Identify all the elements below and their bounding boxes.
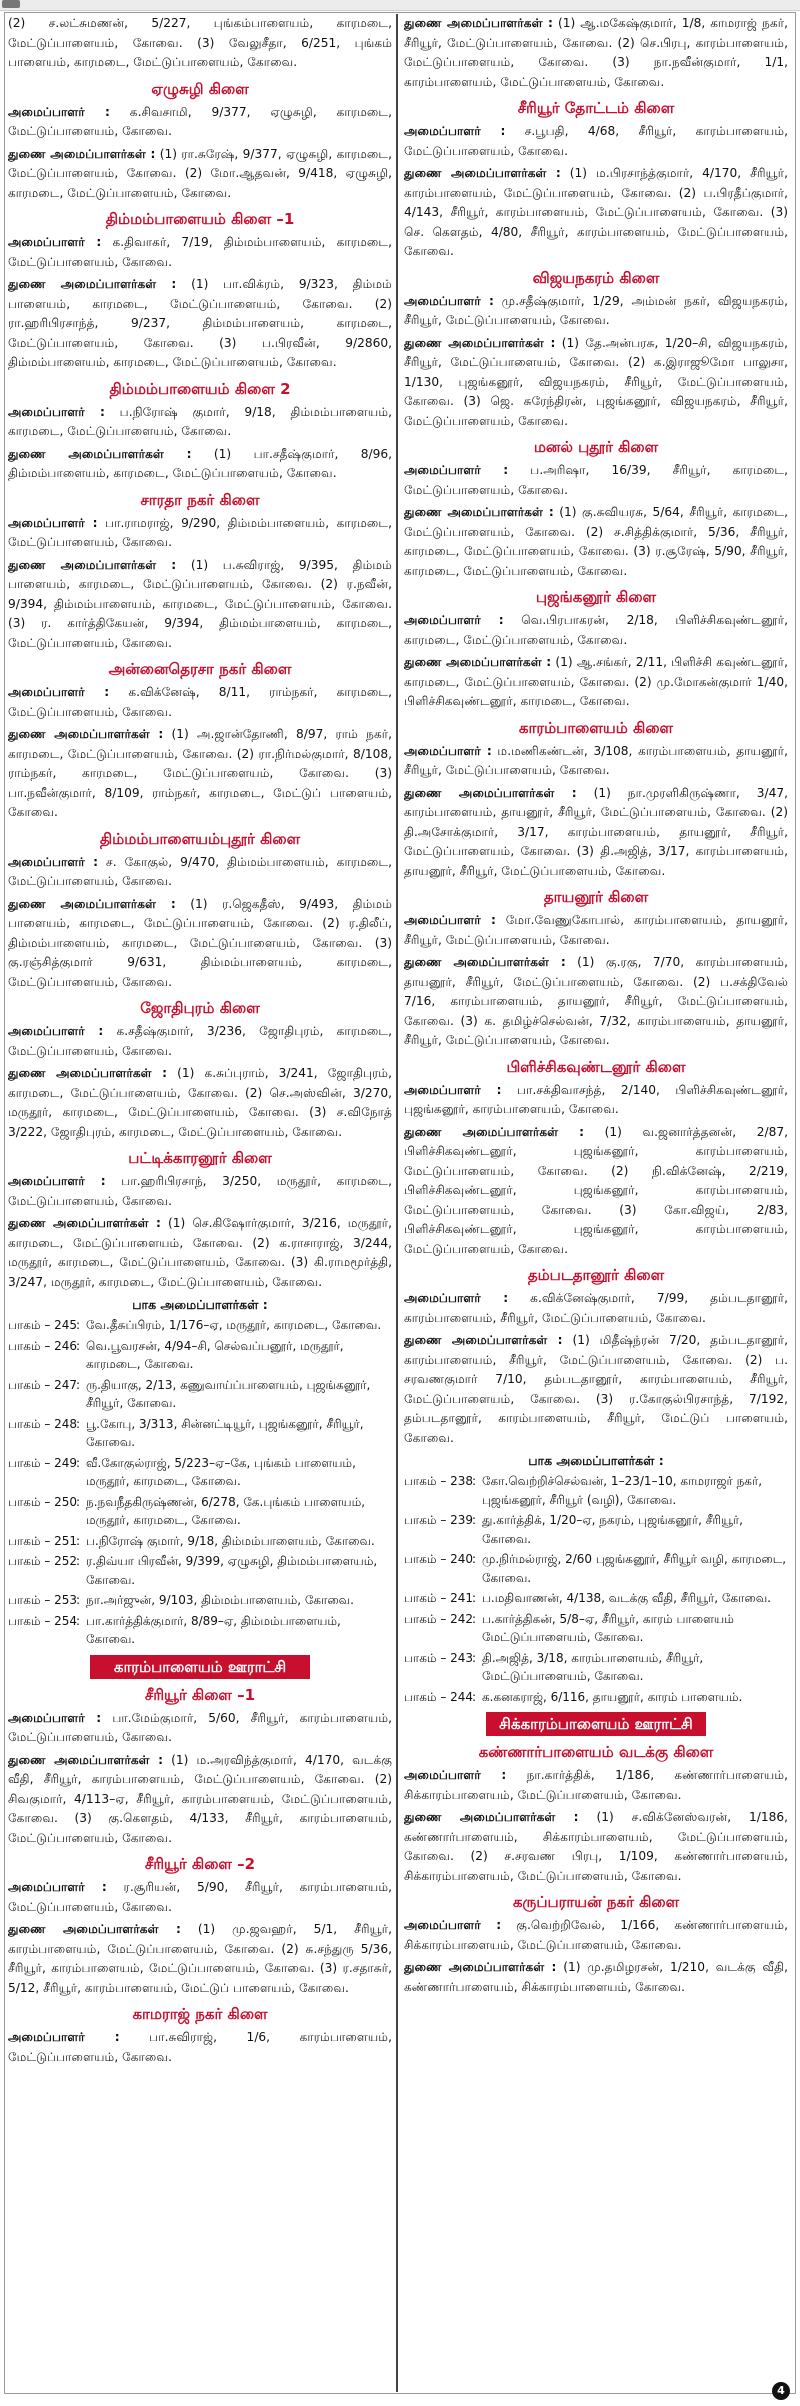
booth-number: பாகம் – 238: [404, 1474, 474, 1488]
deputy-entry: [404, 164, 788, 262]
branch-title: ஏழுசுழி கிளை: [151, 79, 249, 98]
booth-number: பாகம் – 241: [404, 1591, 474, 1605]
role-label: அமைப்பாளர் :: [8, 685, 110, 699]
booth-colon: :: [472, 1513, 477, 1527]
deputy-details: (1) ப.சுவிராஜ், 9/395, திம்மம் பாளையம், காரமடை, மேட்டுப்பாளையம், கோவை. (2) ர.நவீன், 9/394, திம்மம்பாளையம், காரமடை, மேட்டுப்பாளையம், கோவை. (3) ர. கார்த்திகேயன், 9/394, திம்மம்பாளையம், காரமடை, மேட்டுப்பாளையம், கோவை.: [8, 557, 392, 650]
secretary-details: ப.அரிஷா, 16/39, சீரியூர், காரமடை, மேட்டுப்பாளையம், கோவை.: [404, 463, 788, 497]
branch-title: திம்மம்பாளையம் கிளை –1: [105, 210, 295, 228]
role-label: துணை அமைப்பாளர்கள் :: [404, 16, 553, 30]
booth-details: பா.கார்த்திக்குமார், 8/89–ஏ, திம்மம்பாளையம், கோவை.: [86, 1613, 341, 1646]
secretary-entry: [8, 514, 392, 553]
role-label: துணை அமைப்பாளர்கள் :: [404, 335, 556, 350]
branch-title: சீரியூர் கிளை –2: [144, 1855, 256, 1873]
booth-colon: :: [76, 1593, 81, 1607]
branch-title: தம்படதானூர் கிளை: [527, 1266, 665, 1284]
branch-block: [404, 98, 788, 262]
booth-row: [404, 1511, 788, 1548]
branch-block: [404, 1742, 788, 1886]
secretary-details: ச.பூபதி, 4/68, சீரியூர், காரம்பாளையம், மேட்டுப்பாளையம், கோவை.: [404, 124, 788, 158]
booth-details: ப.கார்த்திகன், 5/8–ஏ, சீரியூர், காரம் பாளையம் மேட்டுப்பாளையம், கோவை.: [482, 1611, 734, 1644]
booth-colon: :: [76, 1455, 81, 1470]
intro-text: [404, 14, 788, 92]
secretary-details: ச. கோகுல், 9/470, திம்மம்பாளையம், காரமடை, மேட்டுப்பாளையம், கோவை.: [8, 854, 392, 888]
role-label: அமைப்பாளர் :: [404, 463, 509, 477]
role-label: துணை அமைப்பாளர்கள் :: [8, 896, 176, 911]
branch-block: [8, 209, 392, 373]
deputy-entry: [404, 1331, 788, 1448]
booth-number: பாகம் – 250: [8, 1494, 78, 1509]
role-label: துணை அமைப்பாளர்கள் :: [404, 1960, 557, 1974]
role-label: துணை அமைப்பாளர்கள் :: [8, 1216, 161, 1230]
secretary-entry: [404, 1081, 788, 1120]
role-label: துணை அமைப்பாளர்கள் :: [8, 1066, 167, 1080]
role-label: துணை அமைப்பாளர்கள் :: [404, 505, 554, 519]
secretary-entry: [404, 911, 788, 950]
role-label: அமைப்பாளர் :: [8, 1174, 106, 1188]
role-label: துணை அமைப்பாளர்கள் :: [8, 727, 164, 741]
booth-number: பாகம் – 244: [404, 1689, 474, 1704]
booth-row: [404, 1610, 788, 1647]
booth-details: ர.திவ்யா பிரவீன், 9/399, ஏழுசுழி, திம்மம்பாளையம், கோவை.: [86, 1554, 378, 1587]
branch-block: [404, 1265, 788, 1448]
booth-colon: :: [472, 1591, 477, 1605]
booth-number: பாகம் – 248: [8, 1416, 78, 1431]
branch-title: பட்டிக்காரனூர் கிளை: [128, 1149, 272, 1167]
booth-details: க.கனகராஜ், 6/116, தாயனூர், காரம் பாளையம்.: [482, 1689, 743, 1704]
branch-block: [404, 587, 788, 712]
secretary-entry: [404, 1916, 788, 1955]
deputy-details: (1) மு.ஜவஹர், 5/1, சீரியூர், காரம்பாளையம், மேட்டுப்பாளையம், கோவை. (2) சு.சந்துரு 5/36, சீரியூர், காரம்பாளையம், மேட்டுப்பாளையம், கோவை. (3) ர.சதாசுர், 5/12, சீரியூர், காரம்பாளையம், மேட்டுப் பாளையம், கோவை.: [8, 1922, 392, 1995]
role-label: அமைப்பாளர் :: [8, 104, 110, 119]
booth-colon: :: [472, 1552, 477, 1566]
branch-title: பிளிச்சிகவுண்டனூர் கிளை: [506, 1057, 686, 1076]
secretary-entry: [404, 1766, 788, 1805]
deputy-entry: [8, 275, 392, 373]
role-label: துணை அமைப்பாளர்கள் :: [8, 446, 192, 461]
role-label: அமைப்பாளர் :: [404, 1918, 502, 1932]
branch-block: [404, 887, 788, 1051]
council-banner: சிக்காரம்பாளையம் ஊராட்சி: [486, 1712, 706, 1736]
deputy-entry: [404, 953, 788, 1051]
role-label: அமைப்பாளர் :: [8, 1880, 107, 1894]
booth-number: பாகம் – 239: [404, 1513, 474, 1527]
secretary-entry: [8, 1172, 392, 1211]
branch-list: [8, 79, 392, 1293]
deputy-details: (1) கு.ரகு, 7/70, காரம்பாளையம், தாயனூர், சீரியூர், மேட்டுப்பாளையம், கோவை. (2) ப.சக்திவேல் 7/16, காரம்பாளையம், தாயனூர், சீரியூர், மேட்டுப்பாளையம், கோவை. (3) க. தமிழ்ச்செல்வன், 7/32, காரம்பாளையம், தாயனூர், சீரியூர், மேட்டுப்பாளையம், கோவை.: [404, 955, 788, 1047]
council-branch-list: [8, 1685, 392, 2068]
booth-details: வீ.கோகுல்ராஜ், 5/223–ஏ–கே, புங்கம் பாளையம், மருதூர், காரமடை, கோவை.: [86, 1455, 356, 1488]
masthead-logo: [2, 0, 20, 8]
booth-row: [8, 1552, 392, 1589]
branch-title: திம்மம்பாளையம்புதூர் கிளை: [99, 829, 301, 848]
booth-number: பாகம் – 253: [8, 1593, 78, 1607]
deputy-entry: [404, 1123, 788, 1260]
secretary-details: மோ.வேணுகோபால், காரம்பாளையம், தாயனூர், சீரியூர், மேட்டுப்பாளையம், கோவை.: [404, 913, 788, 947]
top-strip: [0, 0, 800, 11]
branch-title: சாரதா நகர் கிளை: [140, 490, 260, 509]
deputy-details: (1) ஆ.சங்கர், 2/11, பிளிச்சி கவுண்டனூர், காரமடை, மேட்டுப்பாளையம், கோவை. (2) மு.மோகன்குமார் 1/40, பிளிச்சிகவுண்டனூர், காரமடை, கோவை.: [404, 655, 788, 708]
branch-title: கண்ணார்பாளையம் வடக்கு கிளை: [478, 1743, 714, 1761]
deputy-details: (1) அ.ஜான்தோணி, 8/97, ராம் நகர், காரமடை, மேட்டுப்பாளையம், கோவை. (2) ரா.நிர்மல்குமார், 8/108, ராம்நகர், காரமடை, மேட்டுப்பாளையம், கோவை. (3) பா.நவீன்குமார், 8/109, ராம்நகர், காரமடை, மேட்டுப் பாளையம், கோவை.: [8, 727, 392, 819]
booth-row: [8, 1337, 392, 1374]
role-label: அமைப்பாளர் :: [404, 293, 494, 308]
deputy-details: (1) ம.அரவிந்த்குமார், 4/170, வடக்கு வீதி, சீரியூர், காரம்பாளையம், மேட்டுப்பாளையம், கோவை. (2) சிவகுமார், 4/113–ஏ, சீரியூர், காரம்பாளையம், மேட்டுப்பாளையம், கோவை. (3) கு.கௌதம், 4/133, சீரியூர், காரம்பாளையம், மேட்டுப்பாளையம், கோவை.: [8, 1752, 392, 1845]
booth-details: ரு.தியாகு, 2/13, கணுவாய்ப்பாளையம், புஜங்கனூர், சீரியூர், கோவை.: [86, 1377, 371, 1410]
booth-colon: :: [76, 1494, 81, 1509]
booth-number: பாகம் – 252: [8, 1554, 78, 1568]
branch-block: [404, 437, 788, 581]
right-column: [404, 14, 788, 2386]
secretary-entry: [8, 683, 392, 722]
branch-title: கருப்பராயன் நகர் கிளை: [512, 1893, 680, 1911]
branch-block: [404, 1057, 788, 1260]
secretary-entry: [404, 461, 788, 500]
booth-number: பாகம் – 242: [404, 1611, 474, 1626]
booth-details: ந.நவநீதகிருஷ்ணன், 6/278, கே.புங்கம் பாளையம், மருதூர், காரமடை, கோவை.: [86, 1494, 366, 1527]
secretary-details: ப.நிரோஷ் குமார், 9/18, திம்மம்பாளையம், காரமடை, மேட்டுப்பாளையம், கோவை.: [8, 404, 392, 438]
secretary-entry: [8, 233, 392, 272]
role-label: அமைப்பாளர் :: [404, 124, 506, 138]
branch-title: புஜங்கனூர் கிளை: [535, 588, 657, 606]
secretary-entry: [8, 2028, 392, 2067]
branch-block: [404, 1892, 788, 1997]
branch-block: [8, 829, 392, 993]
booth-colon: :: [472, 1650, 477, 1665]
deputy-entry: [8, 445, 392, 484]
deputy-entry: [8, 1064, 392, 1142]
booth-details: வே.தீசுப்பிரம், 1/176–ஏ, மருதூர், காரமடை, கோவை.: [86, 1318, 382, 1332]
booth-number: பாகம் – 247: [8, 1377, 78, 1392]
secretary-entry: [404, 611, 788, 650]
council-branch-list: [404, 1742, 788, 1997]
branch-title: விஜயநகரம் கிளை: [532, 268, 660, 287]
deputy-entry: [8, 1920, 392, 1998]
deputy-details: (1) ம.பிரசாந்த்குமார், 4/170, சீரியூர், காரம்பாளையம், மேட்டுப்பாளையம், கோவை. (2) ப.பிரதீப்குமார், 4/143, சீரியூர், காரம்பாளையம், மேட்டுப்பாளையம், கோவை. (3) செ. கௌதம், 4/80, சீரியூர், காரம்பாளையம், மேட்டுப்பாளையம், கோவை.: [404, 166, 788, 258]
booth-colon: :: [76, 1318, 81, 1332]
secretary-entry: [404, 742, 788, 781]
role-label: துணை அமைப்பாளர்கள் :: [404, 955, 566, 969]
deputy-details: (1) பா.விக்ரம், 9/323, திம்மம் பாளையம், காரமடை, மேட்டுப்பாளையம், கோவை. (2) ரா.ஹரிபிரசாந்த், 9/237, திம்மம்பாளையம், காரமடை, மேட்டுப்பாளையம், கோவை. (3) ப.பிரவீன், 9/2860, திம்மம்பாளையம், காரமடை, மேட்டுப்பாளையம், கோவை.: [8, 277, 392, 369]
booth-colon: :: [472, 1611, 477, 1626]
role-label: அமைப்பாளர் :: [404, 1768, 507, 1782]
booth-details: பூ.கோபு, 3/313, சின்னட்டியூர், புஜங்கனூர், சீரியூர், கோவை.: [86, 1416, 364, 1449]
secretary-details: க.சிவசாமி, 9/377, ஏழுசுழி, காரமடை, மேட்டுப்பாளையம், கோவை.: [8, 104, 392, 138]
role-label: அமைப்பாளர் :: [404, 613, 504, 627]
deputy-entry: [8, 145, 392, 204]
booth-colon: :: [472, 1689, 477, 1704]
role-label: துணை அமைப்பாளர்கள் :: [404, 1124, 584, 1139]
booth-colon: :: [76, 1533, 81, 1548]
role-label: துணை அமைப்பாளர்கள் :: [404, 166, 561, 180]
role-label: அமைப்பாளர் :: [404, 1291, 509, 1305]
booth-list: [404, 1472, 788, 1706]
role-label: அமைப்பாளர் :: [8, 854, 98, 869]
booth-details: து.கார்த்திக், 1/20–ஏ, நகரம், புஜங்கனூர், சீரியூர், கோவை.: [482, 1513, 743, 1546]
booth-row: [8, 1415, 392, 1452]
branch-block: [404, 268, 788, 432]
role-label: துணை அமைப்பாளர்கள் :: [8, 1752, 164, 1767]
branch-title: திம்மம்பாளையம் கிளை 2: [109, 379, 291, 398]
branch-title: ஜோதிபுரம் கிளை: [140, 999, 260, 1017]
booth-details: தி.அஜித், 3/18, காரம்பாளையம், சீரியூர், மேட்டுப்பாளையம், கோவை.: [482, 1650, 704, 1683]
booth-row: [404, 1589, 788, 1608]
role-label: துணை அமைப்பாளர்கள் :: [8, 277, 177, 291]
role-label: அமைப்பாளர் :: [8, 1710, 102, 1725]
deputy-entry: [404, 784, 788, 882]
secretary-entry: [8, 1709, 392, 1748]
booth-colon: :: [76, 1377, 81, 1392]
secretary-entry: [8, 103, 392, 142]
booth-row: [8, 1493, 392, 1530]
booth-colon: :: [472, 1474, 477, 1488]
booth-row: [404, 1649, 788, 1686]
branch-title: காரம்பாளையம் கிளை: [518, 718, 674, 737]
booth-details: வெ.பூவரசன், 4/94–சி, செல்வப்பனூர், மருதூர், காரமடை, கோவை.: [86, 1338, 344, 1371]
booth-number: பாகம் – 251: [8, 1533, 78, 1548]
secretary-details: பா.ஹரிபிரசாந், 3/250, மருதூர், காரமடை, மேட்டுப்பாளையம், கோவை.: [8, 1174, 392, 1208]
booth-details: ப.நிரோஷ் குமார், 9/18, திம்மம்பாளையம், கோவை.: [86, 1533, 375, 1548]
role-label: துணை அமைப்பாளர்கள் :: [8, 557, 177, 572]
deputy-entry: [8, 725, 392, 823]
booth-row: [8, 1454, 392, 1491]
role-label: துணை அமைப்பாளர்கள் :: [404, 785, 577, 800]
secretary-details: க.சதீஷ்குமார், 3/236, ஜோதிபுரம், காரமடை, மேட்டுப்பாளையம், கோவை.: [8, 1024, 392, 1058]
booth-number: பாகம் – 243: [404, 1650, 474, 1665]
booth-number: பாகம் – 245: [8, 1318, 78, 1332]
role-label: அமைப்பாளர் :: [8, 404, 105, 419]
intro-details: (1) ஆ.மகேஷ்குமார், 1/8, காமராஜ் நகர், சீரியூர், மேட்டுப்பாளையம், கோவை. (2) செ.பிரபு, காரம்பாளையம், மேட்டுப்பாளையம், கோவை. (3) நா.நவீன்குமார், 1/1, காரம்பாளையம், மேட்டுப்பாளையம், கோவை.: [404, 16, 788, 89]
secretary-details: நா.கார்த்திக், 1/186, கண்ணார்பாளையம், சிக்காரம்பாளையம், மேட்டுப்பாளையம், கோவை.: [404, 1768, 788, 1802]
deputy-details: (1) ர.ஜெகதீஸ், 9/493, திம்மம் பாளையம், காரமடை, மேட்டுப்பாளையம், கோவை. (2) ர.திலீப், திம்மம்பாளையம், காரமடை, மேட்டுப்பாளையம், கோவை. (3) கு.ரஞ்சித்குமார் 9/631, திம்மம்பாளையம், காரமடை, மேட்டுப்பாளையம், கோவை.: [8, 896, 392, 989]
role-label: துணை அமைப்பாளர்கள் :: [8, 1922, 181, 1936]
secretary-details: க.விக்னேஷ்குமார், 7/99, தம்படதானூர், காரம்பாளையம், சீரியூர், மேட்டுப்பாளையம், கோவை.: [404, 1291, 788, 1325]
branch-block: [8, 998, 392, 1142]
branch-title: சீரியூர் தோட்டம் கிளை: [517, 99, 675, 117]
booth-row: [8, 1591, 392, 1610]
page-number: 4: [772, 2382, 790, 2400]
secretary-entry: [404, 1289, 788, 1328]
deputy-details: (1) க.சுப்புராம், 3/241, ஜோதிபுரம், காரமடை, மேட்டுப்பாளையம், கோவை. (2) செ.அஸ்வின், 3/270, மருதூர், காரமடை, மேட்டுப்பாளையம், கோவை. (3) ச.விநோத் 3/222, ஜோதிபுரம், காரமடை, மேட்டுப்பாளையம், கோவை.: [8, 1066, 392, 1139]
secretary-details: பா.சக்திவாசந்த், 2/140, பிளிச்சிகவுண்டனூர், புஜங்கனூர், காரம்பாளையம், கோவை.: [404, 1082, 788, 1116]
secretary-details: பா.சுவிராஜ், 1/6, காரம்பாளையம், மேட்டுப்பாளையம், கோவை.: [8, 2030, 392, 2064]
deputy-entry: [404, 1958, 788, 1997]
deputy-entry: [8, 1751, 392, 1849]
deputy-details: (1) நா.முரளிகிருஷ்ணா, 3/47, காரம்பாளையம், தாயனூர், சீரியூர், மேட்டுப்பாளையம், கோவை. (2) தி.அசோக்குமார், 3/17, காரம்பாளையம், தாயனூர், சீரியூர், மேட்டுப்பாளையம், கோவை. (3) தி.அஜித், 3/17, காரம்பாளையம், தாயனூர், சீரியூர், மேட்டுப்பாளையம், கோவை.: [404, 785, 788, 878]
branch-block: [8, 379, 392, 484]
booth-details: ப.மதிவாணன், 4/138, வடக்கு வீதி, சீரியூர், கோவை.: [482, 1591, 771, 1605]
secretary-entry: [8, 1022, 392, 1061]
booth-colon: :: [76, 1416, 81, 1431]
branch-block: [404, 718, 788, 882]
branch-block: [8, 79, 392, 204]
deputy-details: (1) கு.சுவியரசு, 5/64, சீரியூர், காரமடை, மேட்டுப்பாளையம், கோவை. (2) ச.சித்திக்குமார், 5/36, சீரியூர், காரமடை, மேட்டுப்பாளையம், கோவை. (3) ர.சூரேஷ், 5/90, சீரியூர், காரமடை, மேட்டுப்பாளையம், கோவை.: [404, 505, 788, 578]
council-banner: காரம்பாளையம் ஊராட்சி: [90, 1655, 310, 1679]
booth-header: பாக அமைப்பாளர்கள் :: [528, 1453, 664, 1468]
role-label: அமைப்பாளர் :: [404, 1082, 502, 1097]
booth-colon: :: [76, 1338, 81, 1353]
booth-row: [404, 1688, 788, 1707]
booth-row: [404, 1550, 788, 1587]
deputy-entry: [8, 556, 392, 654]
role-label: அமைப்பாளர் :: [8, 1024, 104, 1038]
booth-row: [8, 1532, 392, 1551]
deputy-details: (1) ரா.சுரேஷ், 9/377, ஏழுசுழி, காரமடை, மேட்டுப்பாளையம், கோவை. (2) மோ.ஆதவன், 9/418, ஏழுசுழி, காரமடை, மேட்டுப்பாளையம், கோவை.: [8, 146, 392, 200]
booth-list: [8, 1316, 392, 1649]
deputy-details: (1) மு.தமிழரசன், 1/210, வடக்கு வீதி, கண்ணார்பாளையம், சிக்காரம்பாளையம், கோவை.: [404, 1960, 788, 1994]
deputy-entry: [8, 895, 392, 993]
branch-title: காமராஜ் நகர் கிளை: [132, 2005, 268, 2023]
deputy-details: (1) ச.விக்னேஸ்வரன், 1/186, கண்ணார்பாளையம், சிக்காரம்பாளையம், மேட்டுப்பாளையம், கோவை. (2) ச.சரவண பிரபு, 1/109, கண்ணார்பாளையம், சிக்காரம்பாளையம், மேட்டுப்பாளையம், கோவை.: [404, 1810, 788, 1883]
deputy-details: (1) பா.சதீஷ்குமார், 8/96, திம்மம்பாளையம், காரமடை, மேட்டுப்பாளையம், கோவை.: [8, 446, 392, 480]
branch-block: [8, 1854, 392, 1998]
booth-row: [8, 1316, 392, 1335]
deputy-entry: [404, 1808, 788, 1886]
secretary-details: வெ.பிரபாகரன், 2/18, பிளிச்சிகவுண்டனூர், காரமடை, மேட்டுப்பாளையம், கோவை.: [404, 613, 788, 647]
secretary-details: க.விக்னேஷ், 8/11, ராம்நகர், காரமடை, மேட்டுப்பாளையம், கோவை.: [8, 685, 392, 719]
left-column: [8, 14, 392, 2386]
branch-block: [8, 2004, 392, 2067]
branch-block: [8, 1685, 392, 1849]
deputy-details: (1) செ.கிஷோர்குமார், 3/216, மருதூர், காரமடை, மேட்டுப்பாளையம், கோவை. (2) க.ராசாராஜ், 3/244, மருதூர், காரமடை, மேட்டுப்பாளையம், கோவை. (3) கி.ராமமூர்த்தி, 3/247, மருதூர், காரமடை, மேட்டுப்பாளையம், கோவை.: [8, 1216, 392, 1289]
secretary-details: ம.மணிகண்டன், 3/108, காரம்பாளையம், தாயனூர், சீரியூர், மேட்டுப்பாளையம், கோவை.: [404, 743, 788, 777]
deputy-details: (1) மிதீஷ்ந்ரன் 7/20, தம்படதானூர், காரம்பாளையம், சீரியூர், மேட்டுப்பாளையம், கோவை. (2) ப. சரவணகுமார் 7/10, தம்படதானூர், காரம்பாளையம், சீரியூர், மேட்டுப்பாளையம், கோவை. (3) ர.கோகுல்பிரசாந்த், 7/192, தம்படதானூர், காரம்பாளையம், சீரியூர், மேட்டுப் பாளையம், கோவை.: [404, 1333, 788, 1445]
secretary-entry: [8, 1878, 392, 1917]
booth-number: பாகம் – 246: [8, 1338, 78, 1353]
role-label: துணை அமைப்பாளர்கள் :: [8, 146, 156, 161]
branch-block: [8, 659, 392, 823]
role-label: துணை அமைப்பாளர்கள் :: [404, 1333, 563, 1347]
role-label: அமைப்பாளர் :: [404, 913, 496, 927]
booth-details: மு.நிர்மல்ராஜ், 2/60 புஜங்கனூர், சீரியூர் வழி, காரமடை, கோவை.: [482, 1552, 787, 1585]
branch-title: தாயனூர் கிளை: [543, 888, 649, 906]
booth-colon: :: [76, 1554, 81, 1568]
role-label: துணை அமைப்பாளர்கள் :: [404, 1810, 579, 1824]
branch-block: [8, 1148, 392, 1292]
secretary-entry: [404, 292, 788, 331]
booth-details: கோ.வெற்றிச்செல்வன், 1–23/1–10, காமராஜர் நகர், புஜங்கனூர், சீரியூர் (வழி), கோவை.: [482, 1474, 763, 1507]
deputy-entry: [404, 653, 788, 712]
secretary-details: மு.சதீஷ்குமார், 1/29, அம்மன் நகர், விஜயநகரம், சீரியூர், மேட்டுப்பாளையம், கோவை.: [404, 293, 788, 327]
branch-title: மனல் புதூர் கிளை: [533, 438, 659, 456]
secretary-entry: [8, 403, 392, 442]
booth-colon: :: [76, 1613, 81, 1628]
secretary-details: க.திவாகர், 7/19, திம்மம்பாளையம், காரமடை, மேட்டுப்பாளையம், கோவை.: [8, 235, 392, 269]
branch-title: சீரியூர் கிளை –1: [144, 1685, 256, 1704]
secretary-details: பா.மேம்குமார், 5/60, சீரியூர், காரம்பாளையம், மேட்டுப்பாளையம், கோவை.: [8, 1710, 392, 1744]
booth-row: [8, 1612, 392, 1649]
secretary-details: பா.ராமராஜ், 9/290, திம்மம்பாளையம், காரமடை, மேட்டுப்பாளையம், கோவை.: [8, 515, 392, 549]
secretary-details: ர.சூரியன், 5/90, சீரியூர், காரம்பாளையம், மேட்டுப்பாளையம், கோவை.: [8, 1880, 392, 1914]
booth-number: பாகம் – 249: [8, 1455, 78, 1470]
column-divider: [396, 14, 398, 2392]
role-label: அமைப்பாளர் :: [8, 235, 102, 249]
booth-header: பாக அமைப்பாளர்கள் :: [132, 1297, 268, 1312]
secretary-entry: [8, 853, 392, 892]
role-label: அமைப்பாளர் :: [8, 515, 98, 530]
deputy-entry: [8, 1214, 392, 1292]
intro-text: (2) ச.லட்சுமணன், 5/227, புங்கம்பாளையம், காரமடை, மேட்டுப்பாளையம், கோவை. (3) வேலுசீதா, 6/251, புங்கம் பாளையம், காரமடை, மேட்டுப்பாளையம், கோவை.: [8, 16, 392, 69]
deputy-details: (1) வ.ஜனார்த்தனன், 2/87, பிளிச்சிகவுண்டனூர், புஜங்கனூர், காரம்பாளையம், மேட்டுப்பாளையம், கோவை. (2) நி.விக்னேஷ், 2/219, பிளிச்சிகவுண்டனூர், புஜங்கனூர், காரம்பாளையம், மேட்டுப்பாளையம், கோவை. (3) கோ.விஜய், 2/83, பிளிச்சிகவுண்டனூர், புஜங்கனூர், காரம்பாளையம், மேட்டுப்பாளையம், கோவை.: [404, 1124, 788, 1256]
role-label: துணை அமைப்பாளர்கள் :: [404, 655, 552, 669]
role-label: அமைப்பாளர் :: [8, 2030, 120, 2044]
booth-number: பாகம் – 240: [404, 1552, 474, 1566]
branch-list: [404, 98, 788, 1448]
secretary-details: கு.வெற்றிவேல், 1/166, கண்ணார்பாளையம், சிக்காரம்பாளையம், மேட்டுப்பாளையம், கோவை.: [404, 1918, 788, 1952]
branch-block: [8, 490, 392, 654]
deputy-entry: [404, 334, 788, 432]
booth-number: பாகம் – 254: [8, 1613, 78, 1628]
deputy-details: (1) தே.அன்பரசு, 1/20–சி, விஜயநகரம், சீரியூர், மேட்டுப்பாளையம், கோவை. (2) க.இராஜூமோ பாலுசா, 1/130, புஜங்கனூர், விஜயநகரம், சீரியூர், மேட்டுப்பாளையம், கோவை. (3) ஜெ. சுரேந்திரன், புஜங்கனூர், விஜயநகரம், சீரியூர், மேட்டுப்பாளையம், கோவை.: [404, 335, 788, 428]
branch-title: அன்னைதெரசா நகர் கிளை: [108, 660, 292, 678]
secretary-entry: [404, 122, 788, 161]
role-label: அமைப்பாளர் :: [404, 743, 492, 758]
booth-row: [404, 1472, 788, 1509]
booth-details: நா.அர்ஜுன், 9/103, திம்மம்பாளையம், கோவை.: [86, 1593, 354, 1607]
booth-row: [8, 1376, 392, 1413]
deputy-entry: [404, 503, 788, 581]
